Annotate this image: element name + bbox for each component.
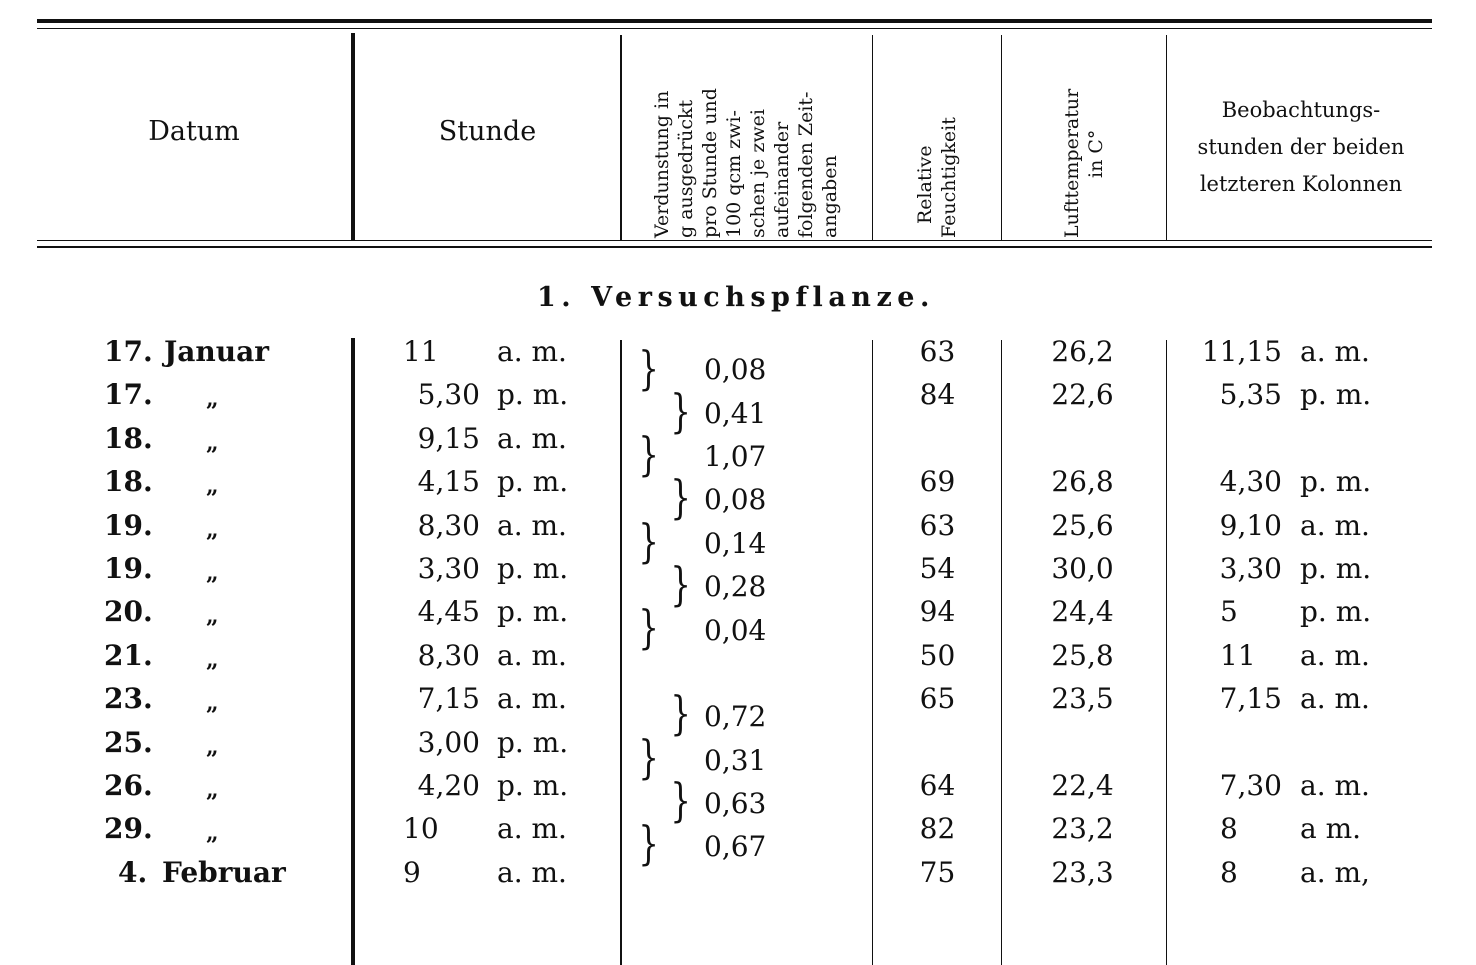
verdunstung-value: 0,28 xyxy=(704,570,767,603)
bracket-glyph: } xyxy=(670,470,691,524)
body-divider-5 xyxy=(1166,340,1167,965)
time-ampm: a. m. xyxy=(497,422,567,455)
date-month: „ xyxy=(206,777,219,803)
header-verdunstung-line: folgenden Zeit- xyxy=(795,91,817,238)
feuchtigkeit-value: 84 xyxy=(919,378,956,411)
time-value: 9,15 xyxy=(417,422,480,455)
body-divider-4 xyxy=(1001,340,1002,965)
header-verdunstung-line: pro Stunde und xyxy=(699,88,721,238)
temperatur-value: 23,2 xyxy=(1051,812,1114,845)
temperatur-value: 25,8 xyxy=(1051,639,1114,672)
verdunstung-value: 0,67 xyxy=(704,830,767,863)
verdunstung-value: 1,07 xyxy=(704,440,767,473)
date-month: Januar xyxy=(164,335,269,368)
header-feuchtigkeit-line: Feuchtigkeit xyxy=(938,117,960,238)
beob-time: 8 xyxy=(1220,856,1238,889)
date-month: „ xyxy=(206,734,219,760)
verdunstung-value: 0,63 xyxy=(704,787,767,820)
date-day: 29. xyxy=(104,812,153,845)
header-verdunstung-line: angaben xyxy=(819,155,841,238)
bracket-glyph: } xyxy=(670,773,691,827)
time-ampm: p. m. xyxy=(497,378,569,411)
beob-time: 9,10 xyxy=(1219,509,1282,542)
feuchtigkeit-value: 82 xyxy=(919,812,956,845)
date-day: 18. xyxy=(104,465,153,498)
date-month: „ xyxy=(206,560,219,586)
temperatur-value: 26,8 xyxy=(1051,465,1114,498)
date-day: 26. xyxy=(104,769,153,802)
header-temperatur-line: in C° xyxy=(1085,129,1107,178)
header-bottom-rule-thin xyxy=(37,240,1432,241)
feuchtigkeit-value: 64 xyxy=(919,769,956,802)
feuchtigkeit-value: 63 xyxy=(919,335,956,368)
verdunstung-value: 0,31 xyxy=(704,744,767,777)
verdunstung-value: 0,14 xyxy=(704,527,767,560)
feuchtigkeit-value: 75 xyxy=(919,856,956,889)
header-temperatur-line: Lufttemperatur xyxy=(1061,88,1083,238)
beob-time: 11,15 xyxy=(1201,335,1282,368)
beob-time: 3,30 xyxy=(1219,552,1282,585)
date-day: 25. xyxy=(104,726,153,759)
temperatur-value: 24,4 xyxy=(1051,595,1114,628)
bracket-glyph: } xyxy=(638,427,659,481)
temperatur-value: 25,6 xyxy=(1051,509,1114,542)
beob-ampm: a. m. xyxy=(1300,682,1370,715)
time-ampm: a. m. xyxy=(497,335,567,368)
time-value: 10 xyxy=(403,812,439,845)
beob-ampm: p. m. xyxy=(1300,552,1372,585)
temperatur-value: 30,0 xyxy=(1051,552,1114,585)
beob-ampm: a. m. xyxy=(1300,769,1370,802)
body-divider-2 xyxy=(620,340,622,965)
time-ampm: p. m. xyxy=(497,595,569,628)
time-value: 3,00 xyxy=(417,726,480,759)
beob-ampm: p. m. xyxy=(1300,465,1372,498)
bracket-glyph: } xyxy=(638,514,659,568)
date-month: Februar xyxy=(162,856,286,889)
header-verdunstung-line: 100 qcm zwi- xyxy=(723,110,745,238)
temperatur-value: 23,3 xyxy=(1051,856,1114,889)
bracket-glyph: } xyxy=(638,730,659,784)
date-month: „ xyxy=(206,647,219,673)
date-day: 21. xyxy=(104,639,153,672)
beob-time: 11 xyxy=(1220,639,1256,672)
time-value: 9 xyxy=(403,856,421,889)
feuchtigkeit-value: 54 xyxy=(919,552,956,585)
time-ampm: a. m. xyxy=(497,812,567,845)
date-month: „ xyxy=(206,690,219,716)
date-day: 4. xyxy=(118,856,148,889)
time-ampm: a. m. xyxy=(497,682,567,715)
date-day: 17. xyxy=(104,335,153,368)
header-beobachtung xyxy=(1170,92,1432,203)
beob-ampm: a. m. xyxy=(1300,335,1370,368)
verdunstung-value: 0,72 xyxy=(704,700,767,733)
header-verdunstung-line: Verdunstung in xyxy=(651,90,673,238)
header-feuchtigkeit-line: Relative xyxy=(914,145,936,224)
header-verdunstung-line: schen je zwei xyxy=(747,109,769,238)
time-value: 5,30 xyxy=(417,378,480,411)
temperatur-value: 23,5 xyxy=(1051,682,1114,715)
date-day: 17. xyxy=(104,378,153,411)
feuchtigkeit-value: 94 xyxy=(919,595,956,628)
header-verdunstung xyxy=(644,34,848,238)
header-beobachtung-line: letzteren Kolonnen xyxy=(1199,172,1403,196)
header-beobachtung-line: Beobachtungs- xyxy=(1221,98,1381,122)
bracket-glyph: } xyxy=(670,384,691,438)
time-value: 4,20 xyxy=(417,769,480,802)
beob-ampm: a. m, xyxy=(1300,856,1370,889)
verdunstung-value: 0,08 xyxy=(704,353,767,386)
body-divider-3 xyxy=(872,340,873,965)
feuchtigkeit-value: 65 xyxy=(919,682,956,715)
date-day: 19. xyxy=(104,552,153,585)
header-datum: Datum xyxy=(148,116,240,147)
beob-time: 5,35 xyxy=(1219,378,1282,411)
time-value: 7,15 xyxy=(417,682,480,715)
top-rule-thick xyxy=(37,19,1432,23)
beob-ampm: a. m. xyxy=(1300,509,1370,542)
time-value: 4,45 xyxy=(417,595,480,628)
beob-time: 8 xyxy=(1220,812,1238,845)
beob-ampm: a m. xyxy=(1300,812,1362,845)
temperatur-value: 22,6 xyxy=(1051,378,1114,411)
time-ampm: p. m. xyxy=(497,465,569,498)
time-value: 8,30 xyxy=(417,639,480,672)
beob-time: 7,30 xyxy=(1219,769,1282,802)
temperatur-value: 26,2 xyxy=(1051,335,1114,368)
beob-time: 5 xyxy=(1220,595,1238,628)
verdunstung-value: 0,41 xyxy=(704,397,767,430)
beob-time: 7,15 xyxy=(1219,682,1282,715)
feuchtigkeit-value: 63 xyxy=(919,509,956,542)
feuchtigkeit-value: 50 xyxy=(919,639,956,672)
time-ampm: a. m. xyxy=(497,509,567,542)
time-ampm: a. m. xyxy=(497,639,567,672)
date-month: „ xyxy=(206,473,219,499)
header-verdunstung-line: aufeinander xyxy=(771,121,793,238)
time-ampm: p. m. xyxy=(497,769,569,802)
verdunstung-value: 0,04 xyxy=(704,614,767,647)
time-value: 4,15 xyxy=(417,465,480,498)
time-ampm: p. m. xyxy=(497,726,569,759)
beob-ampm: a. m. xyxy=(1300,639,1370,672)
verdunstung-value: 0,08 xyxy=(704,483,767,516)
time-value: 8,30 xyxy=(417,509,480,542)
header-verdunstung-line: g ausgedrückt xyxy=(675,99,697,238)
header-divider-2 xyxy=(620,35,622,240)
header-stunde: Stunde xyxy=(438,116,537,147)
bracket-glyph: } xyxy=(638,600,659,654)
beob-ampm: p. m. xyxy=(1300,595,1372,628)
beob-time: 4,30 xyxy=(1219,465,1282,498)
bracket-glyph: } xyxy=(670,686,691,740)
date-month: „ xyxy=(206,430,219,456)
date-day: 18. xyxy=(104,422,153,455)
header-temperatur xyxy=(982,34,1186,238)
time-ampm: a. m. xyxy=(497,856,567,889)
time-value: 11 xyxy=(403,335,439,368)
time-ampm: p. m. xyxy=(497,552,569,585)
beob-ampm: p. m. xyxy=(1300,378,1372,411)
date-month: „ xyxy=(206,386,219,412)
header-bottom-rule-thick xyxy=(37,246,1432,248)
bracket-glyph: } xyxy=(638,816,659,870)
header-beobachtung-line: stunden der beiden xyxy=(1197,135,1405,159)
time-value: 3,30 xyxy=(417,552,480,585)
bracket-glyph: } xyxy=(670,557,691,611)
section-title: 1. Versuchspflanze. xyxy=(537,282,935,313)
date-day: 23. xyxy=(104,682,153,715)
date-day: 19. xyxy=(104,509,153,542)
bracket-glyph: } xyxy=(638,341,659,395)
date-month: „ xyxy=(206,517,219,543)
body-divider-1 xyxy=(351,338,355,965)
date-month: „ xyxy=(206,820,219,846)
date-day: 20. xyxy=(104,595,153,628)
date-month: „ xyxy=(206,603,219,629)
feuchtigkeit-value: 69 xyxy=(919,465,956,498)
temperatur-value: 22,4 xyxy=(1051,769,1114,802)
top-rule-thin xyxy=(37,28,1432,29)
